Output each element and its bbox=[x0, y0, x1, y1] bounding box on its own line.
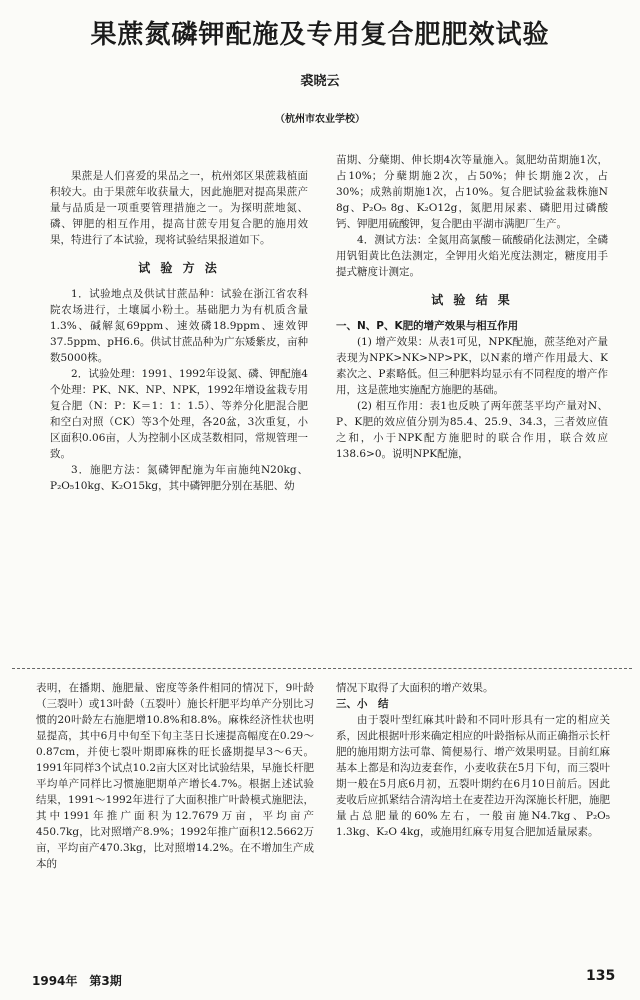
page-number: 135 bbox=[586, 968, 616, 984]
paragraph: 1．试验地点及供试甘蔗品种：试验在浙江省农科院农场进行，土壤属小粉土。基础肥力为有机质含量1.3%、碱解氮69ppm、速效磷18.9ppm、速效钾37.5ppm、pH6.6。供试甘蔗品种为广东矮紫皮，亩种数5000株。 bbox=[50, 288, 308, 364]
paragraph: 3．施肥方法：氮磷钾配施为年亩施纯N20kg、P₂O₅10kg、K₂O15kg，其中磷钾肥分别在基肥、幼 bbox=[50, 464, 308, 492]
affiliation: （杭州市农业学校） bbox=[275, 114, 365, 125]
left-column bbox=[50, 168, 308, 660]
subsection-heading: 三、小 结 bbox=[336, 698, 389, 710]
bottom-left-column bbox=[36, 680, 314, 956]
section-heading: 试 验 方 法 bbox=[138, 261, 220, 275]
issue-label: 1994年 第3期 bbox=[32, 974, 122, 988]
bottom-right-column bbox=[336, 680, 610, 956]
right-column bbox=[336, 152, 608, 660]
paragraph: 苗期、分蘖期、伸长期4次等量施入。氮肥幼苗期施1次，占10%；分蘖期施2次，占50%；伸长期施2次，占30%；成熟前期施1次，占10%。复合肥试验盆栽株施N 8g、P₂O₅ 8g、K₂O12g，氮肥用尿素、磷肥用过磷酸钙、钾肥用硫酸钾，复合肥由平湖市满肥厂生产。 bbox=[336, 154, 608, 230]
paragraph: 情况下取得了大面积的增产效果。 bbox=[336, 682, 494, 694]
paragraph: 4．测试方法：全氮用高氯酸－硫酸硝化法测定，全磷用钒钼黄比色法测定，全钾用火焰光度法测定，糖度用手提式糖度计测定。 bbox=[336, 234, 608, 278]
author: 裘晓云 bbox=[300, 74, 340, 89]
paragraph: (2) 相互作用：表1也反映了两年蔗茎平均产量对N、P、K肥的效应值分别为85.4、25.9、34.3，三者效应值之和，小于NPK配方施肥时的联合作用，联合效应138.6>0。说明NPK配施， bbox=[336, 400, 608, 460]
page-title: 果蔗氮磷钾配施及专用复合肥肥效试验 bbox=[90, 20, 550, 50]
paragraph: 表明，在播期、施肥量、密度等条件相同的情况下，9叶龄（三裂叶）或13叶龄（五裂叶）施长杆肥平均单产分别比习惯的20叶龄左右施肥增10.8%和8.8%。麻株经济性状也明显提高，其中6月中旬至下旬主茎日长速提高幅度在0.29～0.87cm，并使七裂叶期即麻株的旺长盛期提早3～6天。1991年同样3个试点10.2亩大区对比试验结果，早施长杆肥平均单产同样比习惯施肥期单产增长4.7%。根据上述试验结果，1991～1992年进行了大面积推广叶龄模式施肥法，其中1991年推广面积为12.7679万亩，平均亩产450.7kg，比对照增产8.9%；1992年推广面积12.5662万亩，平均亩产470.3kg，比对照增14.2%。在不增加生产成本的 bbox=[36, 682, 314, 870]
paragraph: 2．试验处理：1991、1992年设氮、磷、钾配施4个处理：PK、NK、NP、NPK，1992年增设盆栽专用复合肥（N：P：K＝1：1：1.5）、等养分化肥混合肥和空白对照（CK）等3个处理，各20盆，3次重复，小区面积0.06亩，人为控制小区成茎数相同，常规管理一致。 bbox=[50, 368, 308, 460]
section-divider bbox=[12, 668, 632, 669]
paragraph: (1) 增产效果：从表1可见，NPK配施，蔗茎绝对产量表现为NPK>NK>NP>PK，以N素的增产作用最大、K素次之、P素略低。但三种肥料均显示有不同程度的增产作用，这是蔗地实施配方施肥的基础。 bbox=[336, 336, 608, 396]
section-heading: 试 验 结 果 bbox=[431, 293, 513, 307]
paragraph: 由于裂叶型红麻其叶龄和不同叶形具有一定的相应关系，因此根据叶形来确定相应的叶龄指标从而正确指示长杆肥的施用期方法可靠、简便易行、增产效果明显。目前红麻基本上都是和沟边麦套作，小麦收获在5月下旬，而三裂叶期一般在5月底6月初，五裂叶期约在6月10日前后。因此麦收后应抓紧结合清沟培土在麦茬边开沟深施长杆肥，施肥量占总肥量的60%左右，一般亩施N4.7kg、P₂O₅ 1.3kg、K₂O 4kg，或施用红麻专用复合肥加适量尿素。 bbox=[336, 714, 610, 838]
paragraph: 果蔗是人们喜爱的果品之一，杭州郊区果蔗栽植面积较大。由于果蔗年收获量大，因此施肥对提高果蔗产量与品质是一项重要管理措施之一。为探明蔗地氮、磷、钾肥的相互作用，提高甘蔗专用复合肥的施用效果，特进行了本试验，现将试验结果报道如下。 bbox=[50, 170, 308, 246]
subsection-heading: 一、N、P、K肥的增产效果与相互作用 bbox=[336, 320, 519, 332]
